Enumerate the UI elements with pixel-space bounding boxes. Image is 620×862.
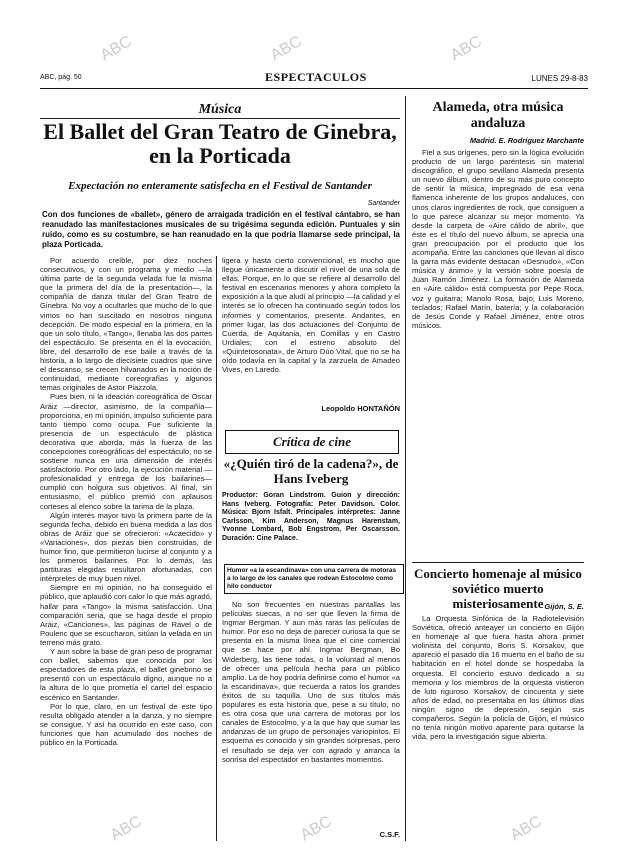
publication-page: ABC, pág. 50 (40, 74, 82, 81)
review-credits: Productor: Goran Lindstrom. Guion y dirección: Hans Iveberg. Fotografía: Peter Davidson. Color. Música: Bjorn Isfalt. Principales intérpretes: Janne Carlsson, Kim Anderson, Magnus Harenstam, Yvonne Lombard, Bob Engstrom, Per Oscarsson. Duración: Cine Palace. (222, 492, 400, 542)
paragraph: Pues bien, ni la ideación coreográfica de Oscar Aráiz —director, asimismo, de la compañía— proporciona, en mi opinión, impulso suficiente para tanto tiempo como ocupa. Fue suficiente la presencia de un espectáculo de plástica decorativa que aborda, más la fuerza de las concepciones coreográficas del espectáculo, no se sostiene nunca en una dimensión de interés satisfactorio. Por otro lado, la ejecución material —profesionalidad y entrega de los bailarines— cumplió con holgura sus objetivos. Al final, sin entusiasmo, el público premió con aplausos corteses al elenco sobre la tarima de la plaza. (40, 392, 212, 511)
column-divider (405, 96, 406, 841)
watermark: ABC (97, 32, 135, 65)
paragraph: ligera y hasta cierto convencional, es mucho que llegue únicamente a discutir el nivel de una sola de ellas. Porque, en lo que se refiere al desarrollo del festival en escenarios menores y ahora completo la exposición a la que aludí al principio —la calidad y el interés se lo ofrecen ha continuado según todos los informes y comentarios, presente. Andantes, en primer lugar, las dos actuaciones del Conjunto de Cuerda, de Aquitania, en Comillas y en Castro Urdiales; con el estreno absoluto del «Quintetosonata», de Arturo Dúo Vital, que no se ha oído todavía en la capital y la zarzuela de Amadeo Vives, en Laredo. (222, 256, 400, 375)
watermark: ABC (447, 32, 485, 65)
concierto-byline: Gijón, S. E. (544, 602, 584, 611)
header-rule (40, 88, 588, 89)
paragraph: La Orquesta Sinfónica de la Radiotelevisión Soviética, ofreció anteayer un concierto en Gijón en homenaje al que fuera hasta ahora primer violinista del conjunto, Boris S. Korsakov, que apareció el pasado día 16 muerto en el baño de su habitación en el hotel donde se hospedaba la orquesta. El concierto estuvo dedicado a su memoria y los miembros de la orquesta vistieron de luto riguroso. Korsakov, de cincuenta y siete años de edad, no presentaba en los últimos días ningún signo de depresión, según sus compañeros. Según la policía de Gijón, el músico no tenía ningún motivo aparente para quitarse la vida, pero la investigación sigue abierta. (412, 614, 584, 742)
concierto-body (412, 614, 584, 836)
paragraph: Algún interés mayor tuvo la primera parte de la segunda fecha, debido en buena medida a las dos obras de Aráiz que se ofrecieron: «Acaecido» y «Variaciones», dos piezas bien construidas, de humor fino, que permitieron lucirse al conjunto y a los primeros bailarines. Por lo demás, las partituras elegidas resultaron afortunadas, con intérpretes de muy buen nivel. (40, 510, 212, 584)
paragraph: Siempre en mi opinión, no ha conseguido el público, que aplaudió con calor lo que más agradó, hallar para «Tango» la misma satisfacción. Una comparación seria, que se haga desde el propio Aráiz, «Canciones», las páginas de Ravel o de Poulenc que se escucharon, sitúan la velada en un terreno más grato. (40, 583, 212, 647)
review-box-label: Crítica de cine (225, 430, 399, 454)
watermark: ABC (107, 812, 145, 845)
article-body-col1 (40, 256, 212, 841)
watermark: ABC (267, 32, 305, 65)
alameda-title: Alameda, otra música andaluza (432, 100, 564, 131)
paragraph: Y aun sobre la base de gran peso de programar con ballet, sabemos que conocida por los espectadores de esta plaza, el ballet ginebrino se presentó con un espectáculo digno, aunque no a la altura de lo que prometía el cartel del espacio escénico en Santander. (40, 647, 212, 702)
review-body (222, 600, 400, 828)
section-label: Música (198, 102, 242, 117)
paragraph: Por lo que, claro, en un festival de este tipo resulta obligado atender a la danza, y no siempre se consigue. Y así ha ocurrido en este caso, con funciones que han acumulado dos noches de público en la Porticada. (40, 701, 212, 747)
section-title: ESPECTACULOS (265, 70, 367, 84)
issue-date: LUNES 29-8-83 (531, 74, 588, 83)
alameda-body (412, 148, 584, 558)
review-caption: Humor «a la escandinava» con una carrera de motoras a lo largo de los canales que rodean Estocolmo como hilo conductor (224, 564, 404, 594)
dateline: Santander (367, 200, 400, 207)
review-title: «¿Quién tiró de la cadena?», de Hans Iveberg (223, 456, 399, 486)
section-rule (412, 562, 584, 563)
review-author: C.S.F. (379, 830, 400, 839)
article-title: El Ballet del Gran Teatro de Ginebra, en la Porticada (43, 119, 397, 168)
paragraph: Por acuerdo creíble, por diez noches consecutivos, y con un programa y medio —la última parte de la segunda velada fue la misma que la primera del día de la presentación—, la compañía de danza titular del Gran Teatro de Ginebra. No voy a ocultarles que mucho de lo que vimos no han suscitado en nosotros ninguna decepción. De modo especial en la primera, en la que un solo título, «Tango», llenaba las dos partes del espectáculo. Se presenta en él la evocación, libre, del desarrollo de ese baile a través de la historia, a lo largo de diecisiete cuadros que sirve el descanso, se crecen hilvanados en la noción de continuidad, mediante coreografías y algunos temas originales de Astor Piazzola. (40, 256, 212, 393)
paragraph: Fiel a sus orígenes, pero sin la lógica evolución producto de un largo paréntesis sin material discográfico, el grupo sevillano Alameda presenta un nuevo álbum, dentro de su más puro concepto de sentir la música, impregnado de esa vena flamenca inherente de los grupos andaluces, con unos claros ingredientes de rock, que consiguen a lo que parece alcanzar su mejor momento. Ya desde la carpeta de «Aire cálido de abril», que éste es el título del nuevo álbum, se aprecia una gran preocupación por el producto que los acompaña. Entre las canciones que llevan al disco la garra más evidente destacan «Desnudo», «Con música y ánimo» y la versión sobre poesía de Juan Ramón Jiménez. La formación de Alameda en «Aire cálido» está compuesta por Pepe Roca, voz y guitarra; Manolo Rosa, bajo; Luis Moreno, teclados; Rafael Marín, batería; y la colaboración de Jesús Conde y Rafael Jiménez, entre otros músicos. (412, 148, 584, 330)
paragraph: No son frecuentes en nuestras pantallas las películas suecas, a no ser que lleven la firma de Ingmar Bergman. Y aun más raras las películas de humor. Por eso no deja de parecer curiosa la que se presenta en la misma línea que el cine comercial que se hace por ahí. Ingmar Bergman, Bo Widerberg, las tiene todas, o la voluntad al menos de ofrecer una película hecha para un público amplio. La de hoy podría definirse como el humor «a la escandinava», que recuerda a ratos los grandes éxitos de su taquilla. Uno de sus títulos más populares es esta historia que, pese a su título, no es otra cosa que una carrera de motoras por los canales de Estocolmo, y a la que hay que sumar las andanzas de un grupo de personajes variopintos. El esquema es conocido y sin grandes sorpresas, pero el resultado se deja ver con agrado y arranca la sonrisa del espectador en bastantes momentos. (222, 600, 400, 764)
watermark: ABC (297, 812, 335, 845)
column-rule (216, 256, 217, 841)
page-header (40, 72, 588, 86)
article-lead: Con dos funciones de «ballet», género de arraigada tradición en el festival cántabro, se han reanudado las manifestaciones musicales de su trigésima segunda edición. Puntuales y sin ruido, como es su costumbre, se han reanudado en la que podría llamarse sede principal, la plaza Porticada. (42, 210, 400, 249)
concierto-title: Concierto homenaje al músico soviético muerto misteriosamente (414, 566, 582, 611)
watermark: ABC (507, 812, 545, 845)
article-subtitle: Expectación no enteramente satisfecha en el Festival de Santander (68, 180, 372, 192)
article-author: Leopoldo HONTAÑÓN (321, 404, 400, 413)
alameda-byline: Madrid. E. Rodríguez Marchante (469, 136, 584, 145)
article-body-col2 (222, 256, 400, 404)
